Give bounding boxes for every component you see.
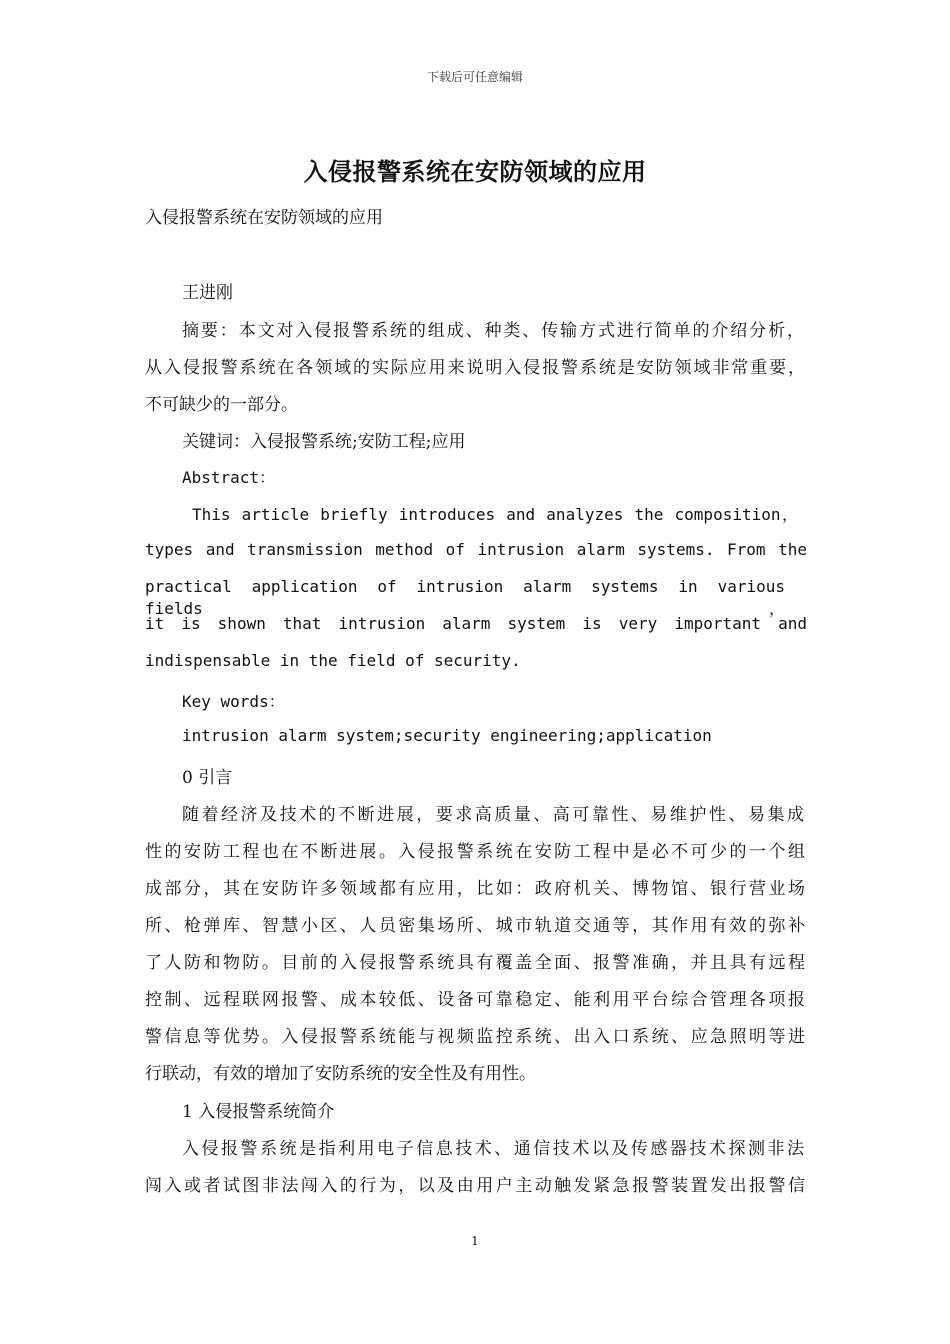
- document-title: 入侵报警系统在安防领域的应用: [303, 157, 647, 186]
- section-0-line: 了人防和物防。目前的入侵报警系统具有覆盖全面、报警准确，并且具有远程: [145, 953, 805, 973]
- section-0-heading: 0 引言: [182, 768, 233, 788]
- section-0-line: 所、枪弹库、智慧小区、人员密集场所、城市轨道交通等，其作用有效的弥补: [145, 916, 805, 936]
- subtitle: 入侵报警系统在安防领域的应用: [145, 208, 383, 228]
- keywords-en-label: Key words：: [182, 692, 285, 711]
- abstract-en-line: practical application of intrusion alarm systems in various fields，: [145, 577, 785, 618]
- abstract-cn-line: 从入侵报警系统在各领域的实际应用来说明入侵报警系统是安防领域非常重要，: [145, 358, 805, 378]
- abstract-label: Abstract：: [182, 468, 276, 487]
- abstract-cn-line: 摘要：本文对入侵报警系统的组成、种类、传输方式进行简单的介绍分析，: [182, 321, 804, 341]
- abstract-en-line: it is shown that intrusion alarm system is very important and: [145, 614, 807, 633]
- abstract-en-line: types and transmission method of intrusion alarm systems. From the: [145, 540, 807, 559]
- section-0-line: 成部分，其在安防许多领域都有应用，比如：政府机关、博物馆、银行营业场: [145, 879, 805, 899]
- keywords-cn: 关键词：入侵报警系统;安防工程;应用: [182, 432, 466, 452]
- section-0-line: 随着经济及技术的不断进展，要求高质量、高可靠性、易维护性、易集成: [182, 805, 804, 825]
- section-1-line: 闯入或者试图非法闯入的行为，以及由用户主动触发紧急报警装置发出报警信: [145, 1176, 805, 1196]
- abstract-cn-line: 不可缺少的一部分。: [145, 395, 298, 415]
- section-0-line: 控制、远程联网报警、成本较低、设备可靠稳定、能利用平台综合管理各项报: [145, 990, 805, 1010]
- keywords-en: intrusion alarm system;security engineering;application: [182, 726, 712, 745]
- abstract-en-line: indispensable in the field of security.: [145, 651, 521, 670]
- section-0-line: 性的安防工程也在不断进展。入侵报警系统在安防工程中是必不可少的一个组: [145, 842, 805, 862]
- section-1-heading: 1 入侵报警系统简介: [182, 1102, 335, 1122]
- author: 王进刚: [182, 283, 233, 303]
- section-1-line: 入侵报警系统是指利用电子信息技术、通信技术以及传感器技术探测非法: [182, 1139, 804, 1159]
- section-0-line: 行联动，有效的增加了安防系统的安全性及有用性。: [145, 1064, 536, 1084]
- section-0-line: 警信息等优势。入侵报警系统能与视频监控系统、出入口系统、应急照明等进: [145, 1027, 805, 1047]
- page-number: 1: [471, 1234, 479, 1248]
- abstract-en-line: This article briefly introduces and analyzes the composition，: [192, 505, 798, 524]
- header-note: 下载后可任意编辑: [426, 70, 523, 84]
